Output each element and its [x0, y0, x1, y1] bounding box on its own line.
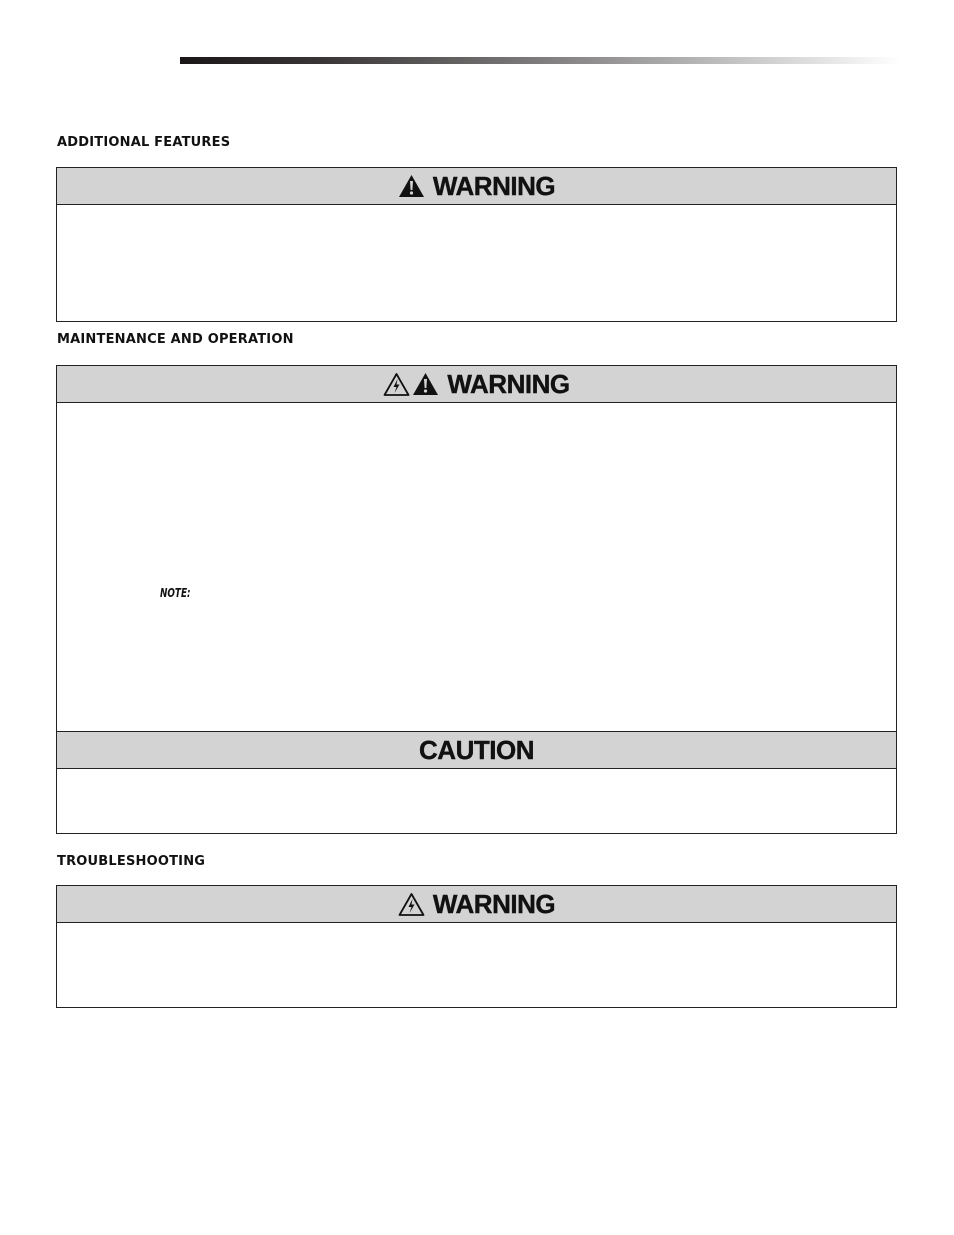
caution-title: CAUTION	[419, 734, 534, 765]
warning-box-troubleshooting	[56, 885, 897, 1008]
warning-header	[57, 886, 896, 923]
warning-title: WARNING	[432, 170, 556, 201]
warning-header	[57, 366, 896, 403]
note-label: NOTE:	[160, 586, 191, 600]
electrical-hazard-icon	[398, 892, 425, 916]
warning-title: WARNING	[432, 888, 556, 919]
exclamation-triangle-icon	[412, 372, 439, 396]
warning-header	[57, 168, 896, 205]
section-heading-additional-features: ADDITIONAL FEATURES	[57, 135, 231, 150]
header-rule	[180, 57, 900, 64]
caution-header	[57, 731, 896, 769]
exclamation-triangle-icon	[398, 174, 425, 198]
warning-box-additional-features	[56, 167, 897, 322]
section-heading-troubleshooting: TROUBLESHOOTING	[57, 854, 206, 869]
warning-title: WARNING	[447, 368, 570, 399]
electrical-hazard-icon	[383, 372, 410, 396]
section-heading-maintenance: MAINTENANCE AND OPERATION	[57, 332, 294, 347]
